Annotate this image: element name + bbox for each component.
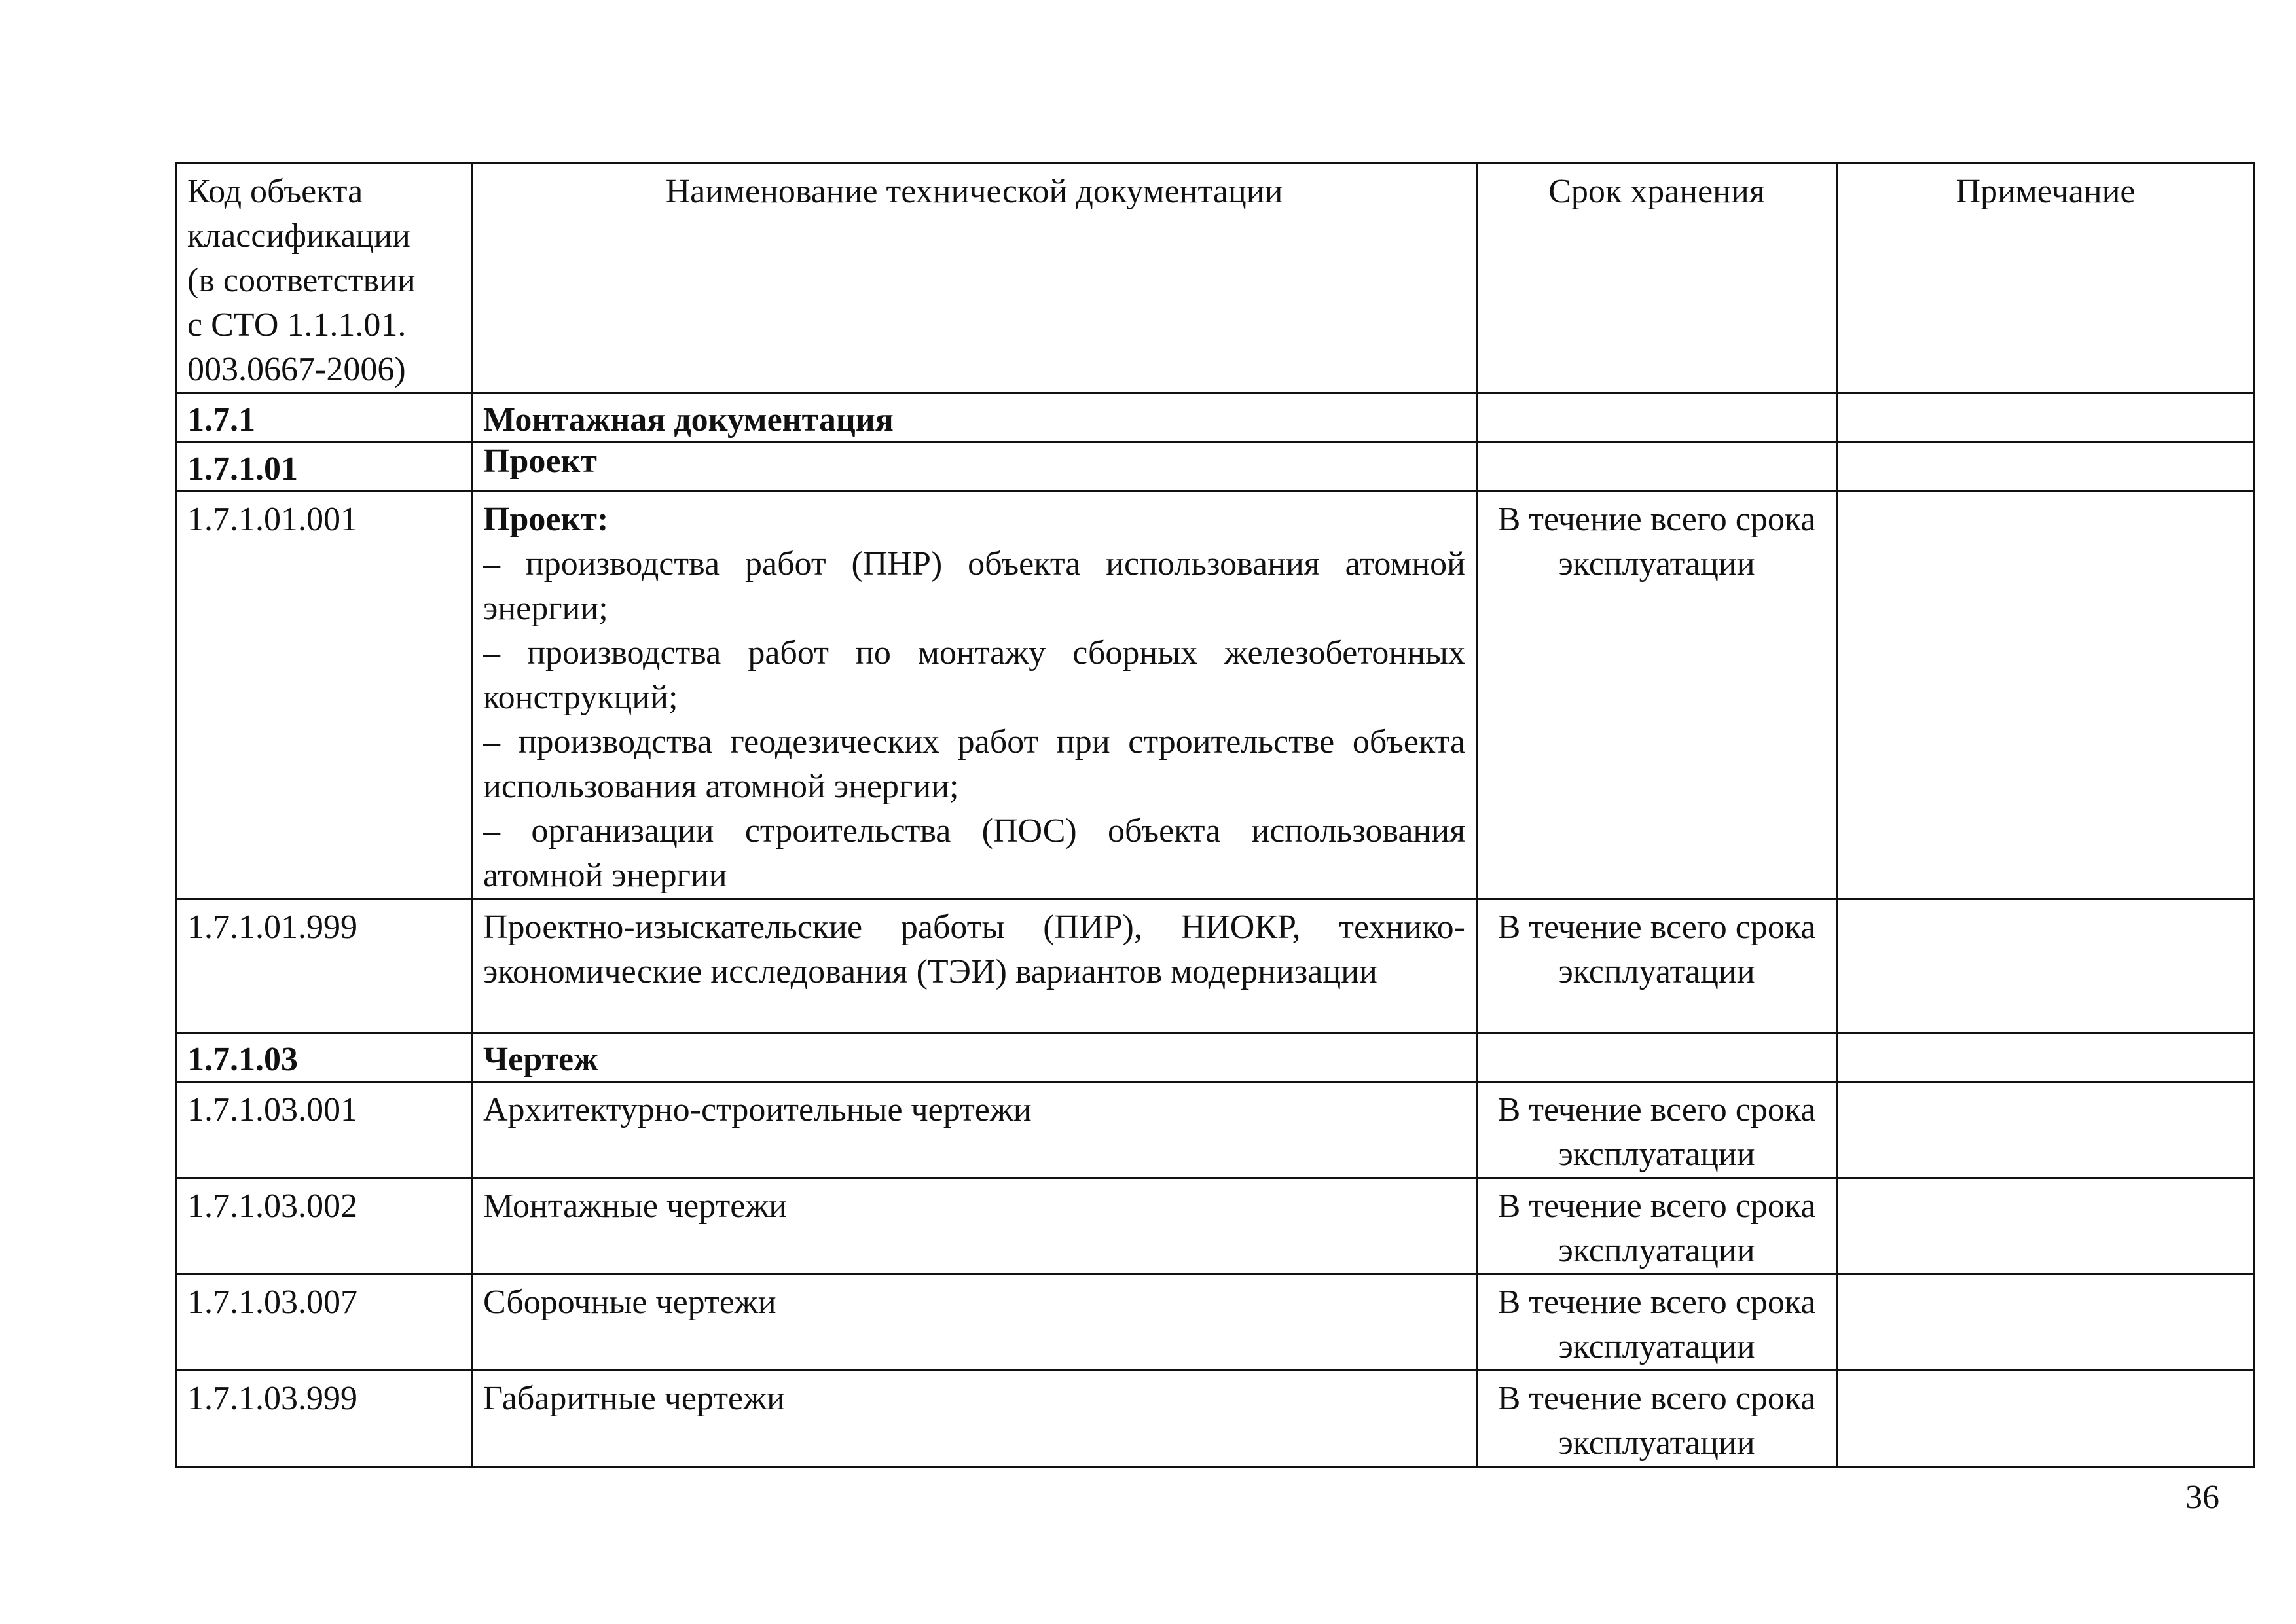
row-project-item: – организации строительства (ПОС) объекта использования атомной энергии: [483, 812, 1465, 894]
row-document-name: Монтажные чертежи: [472, 1178, 1477, 1274]
section-title: Монтажная документация: [472, 393, 1477, 442]
table-header-row: [176, 164, 2255, 393]
row-storage-period: В течение всего срока эксплуатации: [1477, 1082, 1837, 1178]
storage-cell: [1477, 442, 1837, 492]
page-number: 36: [2185, 1479, 2219, 1516]
table-row: [176, 1274, 2255, 1371]
row-document-name: Архитектурно-строительные чертежи: [472, 1082, 1477, 1178]
header-note: Примечание: [1837, 164, 2255, 393]
row-code: 1.7.1.03.002: [176, 1178, 472, 1274]
row-project-item: – производства работ по монтажу сборных железобетонных конструкций;: [483, 634, 1465, 716]
section-row: [176, 393, 2255, 442]
note-cell: [1837, 442, 2255, 492]
note-cell: [1837, 1033, 2255, 1082]
row-project-item: – производства геодезических работ при строительстве объекта использования атомной энергии;: [483, 723, 1465, 805]
section-title: Чертеж: [472, 1033, 1477, 1082]
row-project-title: Проект:: [483, 501, 609, 538]
header-classification-code: [176, 164, 472, 393]
retention-table: [175, 162, 2255, 1468]
storage-cell: [1477, 393, 1837, 442]
section-row: [176, 442, 2255, 492]
header-code-line: 003.0667-2006): [187, 351, 406, 388]
row-storage-period: В течение всего срока эксплуатации: [1477, 1274, 1837, 1371]
section-title: Проект: [472, 442, 1477, 492]
row-note: [1837, 492, 2255, 899]
row-storage-period: В течение всего срока эксплуатации: [1477, 1178, 1837, 1274]
header-document-name: Наименование технической документации: [472, 164, 1477, 393]
table-row: [176, 492, 2255, 899]
storage-cell: [1477, 1033, 1837, 1082]
table-row: [176, 1178, 2255, 1274]
row-code: 1.7.1.01.001: [176, 492, 472, 899]
section-code: 1.7.1.03: [176, 1033, 472, 1082]
header-code-line: с СТО 1.1.1.01.: [187, 306, 407, 344]
row-storage-period: В течение всего срока эксплуатации: [1477, 1371, 1837, 1467]
row-storage-period: В течение всего срока эксплуатации: [1477, 492, 1837, 899]
row-note: [1837, 1371, 2255, 1467]
note-cell: [1837, 393, 2255, 442]
row-storage-period: В течение всего срока эксплуатации: [1477, 899, 1837, 1033]
section-code: 1.7.1.01: [176, 442, 472, 492]
row-note: [1837, 1178, 2255, 1274]
table-row: [176, 1371, 2255, 1467]
section-code: 1.7.1: [176, 393, 472, 442]
header-code-line: (в соответствии: [187, 262, 416, 299]
section-row: [176, 1033, 2255, 1082]
table-row: [176, 1082, 2255, 1178]
table-row: [176, 899, 2255, 1033]
row-document-name: Габаритные чертежи: [472, 1371, 1477, 1467]
row-code: 1.7.1.01.999: [176, 899, 472, 1033]
header-code-line: Код объекта: [187, 173, 363, 210]
header-storage-period: Срок хранения: [1477, 164, 1837, 393]
row-document-name: Проектно-изыскательские работы (ПИР), НИОКР, технико-экономические исследования (ТЭИ) вариантов модернизации: [472, 899, 1477, 1033]
row-document-name: Сборочные чертежи: [472, 1274, 1477, 1371]
row-code: 1.7.1.03.999: [176, 1371, 472, 1467]
row-project-item: – производства работ (ПНР) объекта использования атомной энергии;: [483, 545, 1465, 627]
row-note: [1837, 1274, 2255, 1371]
row-code: 1.7.1.03.007: [176, 1274, 472, 1371]
row-code: 1.7.1.03.001: [176, 1082, 472, 1178]
header-code-line: классификации: [187, 217, 410, 255]
row-document-name: [472, 492, 1477, 899]
row-note: [1837, 899, 2255, 1033]
row-note: [1837, 1082, 2255, 1178]
